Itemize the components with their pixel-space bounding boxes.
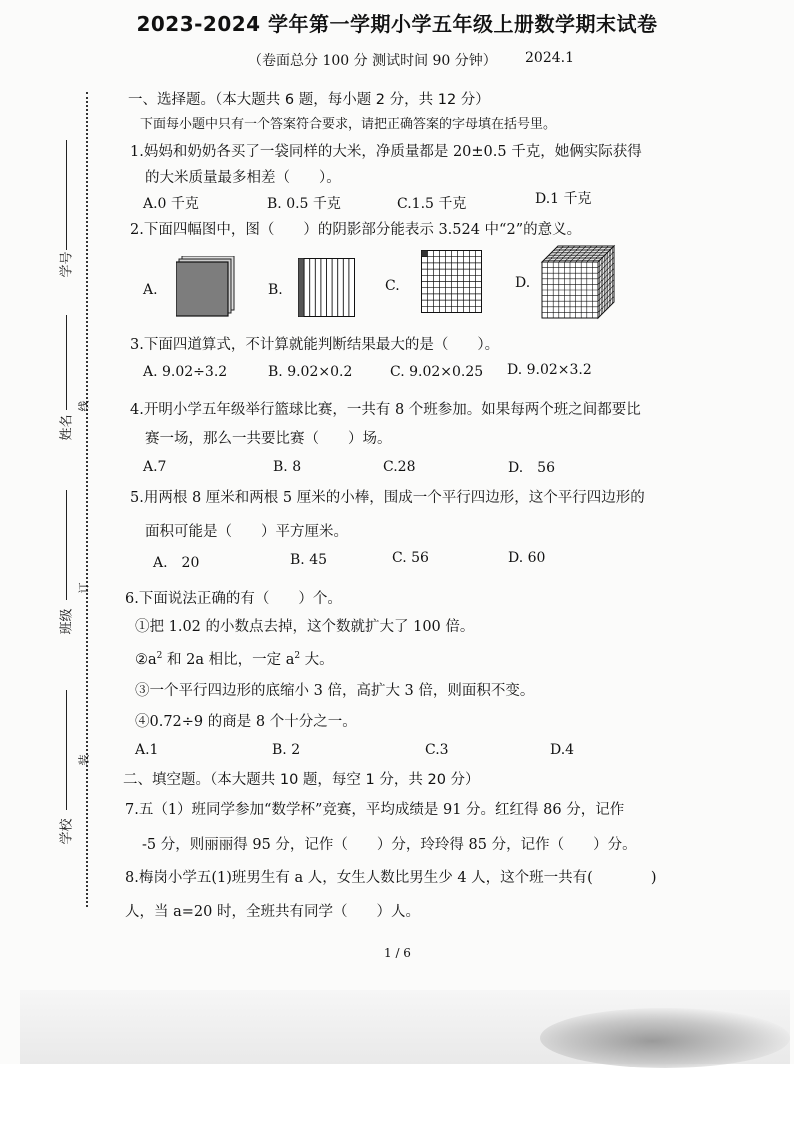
section1-heading: 一、选择题。（本大题共 6 题，每小题 2 分，共 12 分） [128, 92, 490, 108]
q5-option-c: C. 56 [392, 550, 429, 566]
q3-line1: 3.下面四道算式，不计算就能判断结果最大的是（ ）。 [130, 337, 500, 353]
name-underline [66, 315, 67, 410]
class-underline [66, 490, 67, 600]
section1-instruction: 下面每小题中只有一个答案符合要求，请把正确答案的字母填在括号里。 [140, 117, 557, 132]
name-label: 姓名 [59, 414, 75, 441]
q3-option-c: C. 9.02×0.25 [390, 364, 484, 380]
q6-option-a: A.1 [135, 742, 159, 758]
exam-date: 2024.1 [525, 50, 574, 66]
q6-option-b: B. 2 [272, 742, 301, 758]
figure-c-hundred-grid [421, 250, 483, 314]
q6-statement-4: ④0.72÷9 的商是 8 个十分之一。 [135, 714, 357, 730]
q4-line2: 赛一场，那么一共要比赛（ ）场。 [145, 431, 392, 447]
section2-heading: 二、填空题。（本大题共 10 题，每空 1 分，共 20 分） [123, 772, 480, 788]
exam-info: （卷面总分 100 分 测试时间 90 分钟） [248, 53, 497, 69]
page-number: 1 / 6 [384, 946, 411, 960]
fold-mark: 装 [77, 754, 91, 766]
page-title: 2023-2024 学年第一学期小学五年级上册数学期末试卷 [136, 12, 658, 36]
q5-option-a: A. 20 [153, 555, 200, 571]
line-mark: 线 [77, 400, 91, 412]
q6-statement-2: $②a^2$ 和 2a 相比，一定 $a^2$ 大。 [135, 651, 334, 668]
q1-option-b: B. 0.5 千克 [267, 196, 341, 212]
figure-b-striped-square [298, 258, 356, 318]
q5-option-b: B. 45 [290, 552, 328, 568]
q2-line1: 2.下面四幅图中，图（ ）的阴影部分能表示 3.524 中“2”的意义。 [130, 222, 582, 238]
school-underline [66, 690, 67, 810]
q1-option-c: C.1.5 千克 [397, 196, 467, 212]
q5-line1: 5.用两根 8 厘米和两根 5 厘米的小棒，围成一个平行四边形，这个平行四边形的 [130, 490, 645, 506]
figure-d-thousand-cube [540, 244, 616, 320]
q6-line1: 6.下面说法正确的有（ ）个。 [125, 591, 342, 607]
q7-line2: -5 分，则丽丽得 95 分，记作（ ）分，玲玲得 85 分，记作（ ）分。 [142, 837, 637, 853]
q3-option-a: A. 9.02÷3.2 [143, 364, 228, 380]
q6-option-c: C.3 [425, 742, 449, 758]
q4-option-c: C.28 [383, 459, 416, 475]
q3-option-b: B. 9.02×0.2 [268, 364, 353, 380]
q5-option-d: D. 60 [508, 550, 546, 566]
q1-option-a: A.0 千克 [143, 196, 199, 212]
q2-option-a: A. [143, 282, 158, 298]
q5-line2: 面积可能是（ ）平方厘米。 [145, 524, 348, 540]
q7-line1: 7.五（1）班同学参加“数学杯”竞赛，平均成绩是 91 分。红红得 86 分，记作 [125, 802, 625, 818]
q2-option-b: B. [268, 282, 283, 298]
student-no-underline [66, 140, 67, 250]
q1-line2: 的大米质量最多相差（ ）。 [145, 170, 341, 186]
binding-dotted-line [86, 92, 88, 907]
q6-option-d: D.4 [550, 742, 575, 758]
scan-shadow [20, 990, 790, 1064]
q4-option-d: D. 56 [508, 460, 555, 476]
student-no-label: 学号 [59, 251, 75, 278]
q2-option-d: D. [515, 275, 531, 291]
q8-line2: 人，当 a=20 时，全班共有同学（ ）人。 [125, 904, 420, 920]
q6-statement-3: ③一个平行四边形的底缩小 3 倍，高扩大 3 倍，则面积不变。 [135, 683, 535, 699]
q4-line1: 4.开明小学五年级举行篮球比赛，一共有 8 个班参加。如果每两个班之间都要比 [130, 402, 641, 418]
q1-line1: 1.妈妈和奶奶各买了一袋同样的大米，净质量都是 20±0.5 千克，她俩实际获得 [130, 144, 642, 160]
figure-a-shaded-square [176, 256, 236, 318]
q4-option-a: A.7 [143, 459, 167, 475]
q6-statement-1: ①把 1.02 的小数点去掉，这个数就扩大了 100 倍。 [135, 619, 475, 635]
bind-mark: 订 [77, 582, 91, 594]
q1-option-d: D.1 千克 [535, 191, 592, 207]
class-label: 班级 [59, 608, 75, 635]
q4-option-b: B. 8 [273, 459, 302, 475]
q2-option-c: C. [385, 278, 400, 294]
q8-line1: 8.梅岗小学五(1)班男生有 a 人，女生人数比男生少 4 人，这个班一共有( ) [125, 870, 657, 886]
school-label: 学校 [59, 818, 75, 845]
q3-option-d: D. 9.02×3.2 [507, 362, 592, 378]
